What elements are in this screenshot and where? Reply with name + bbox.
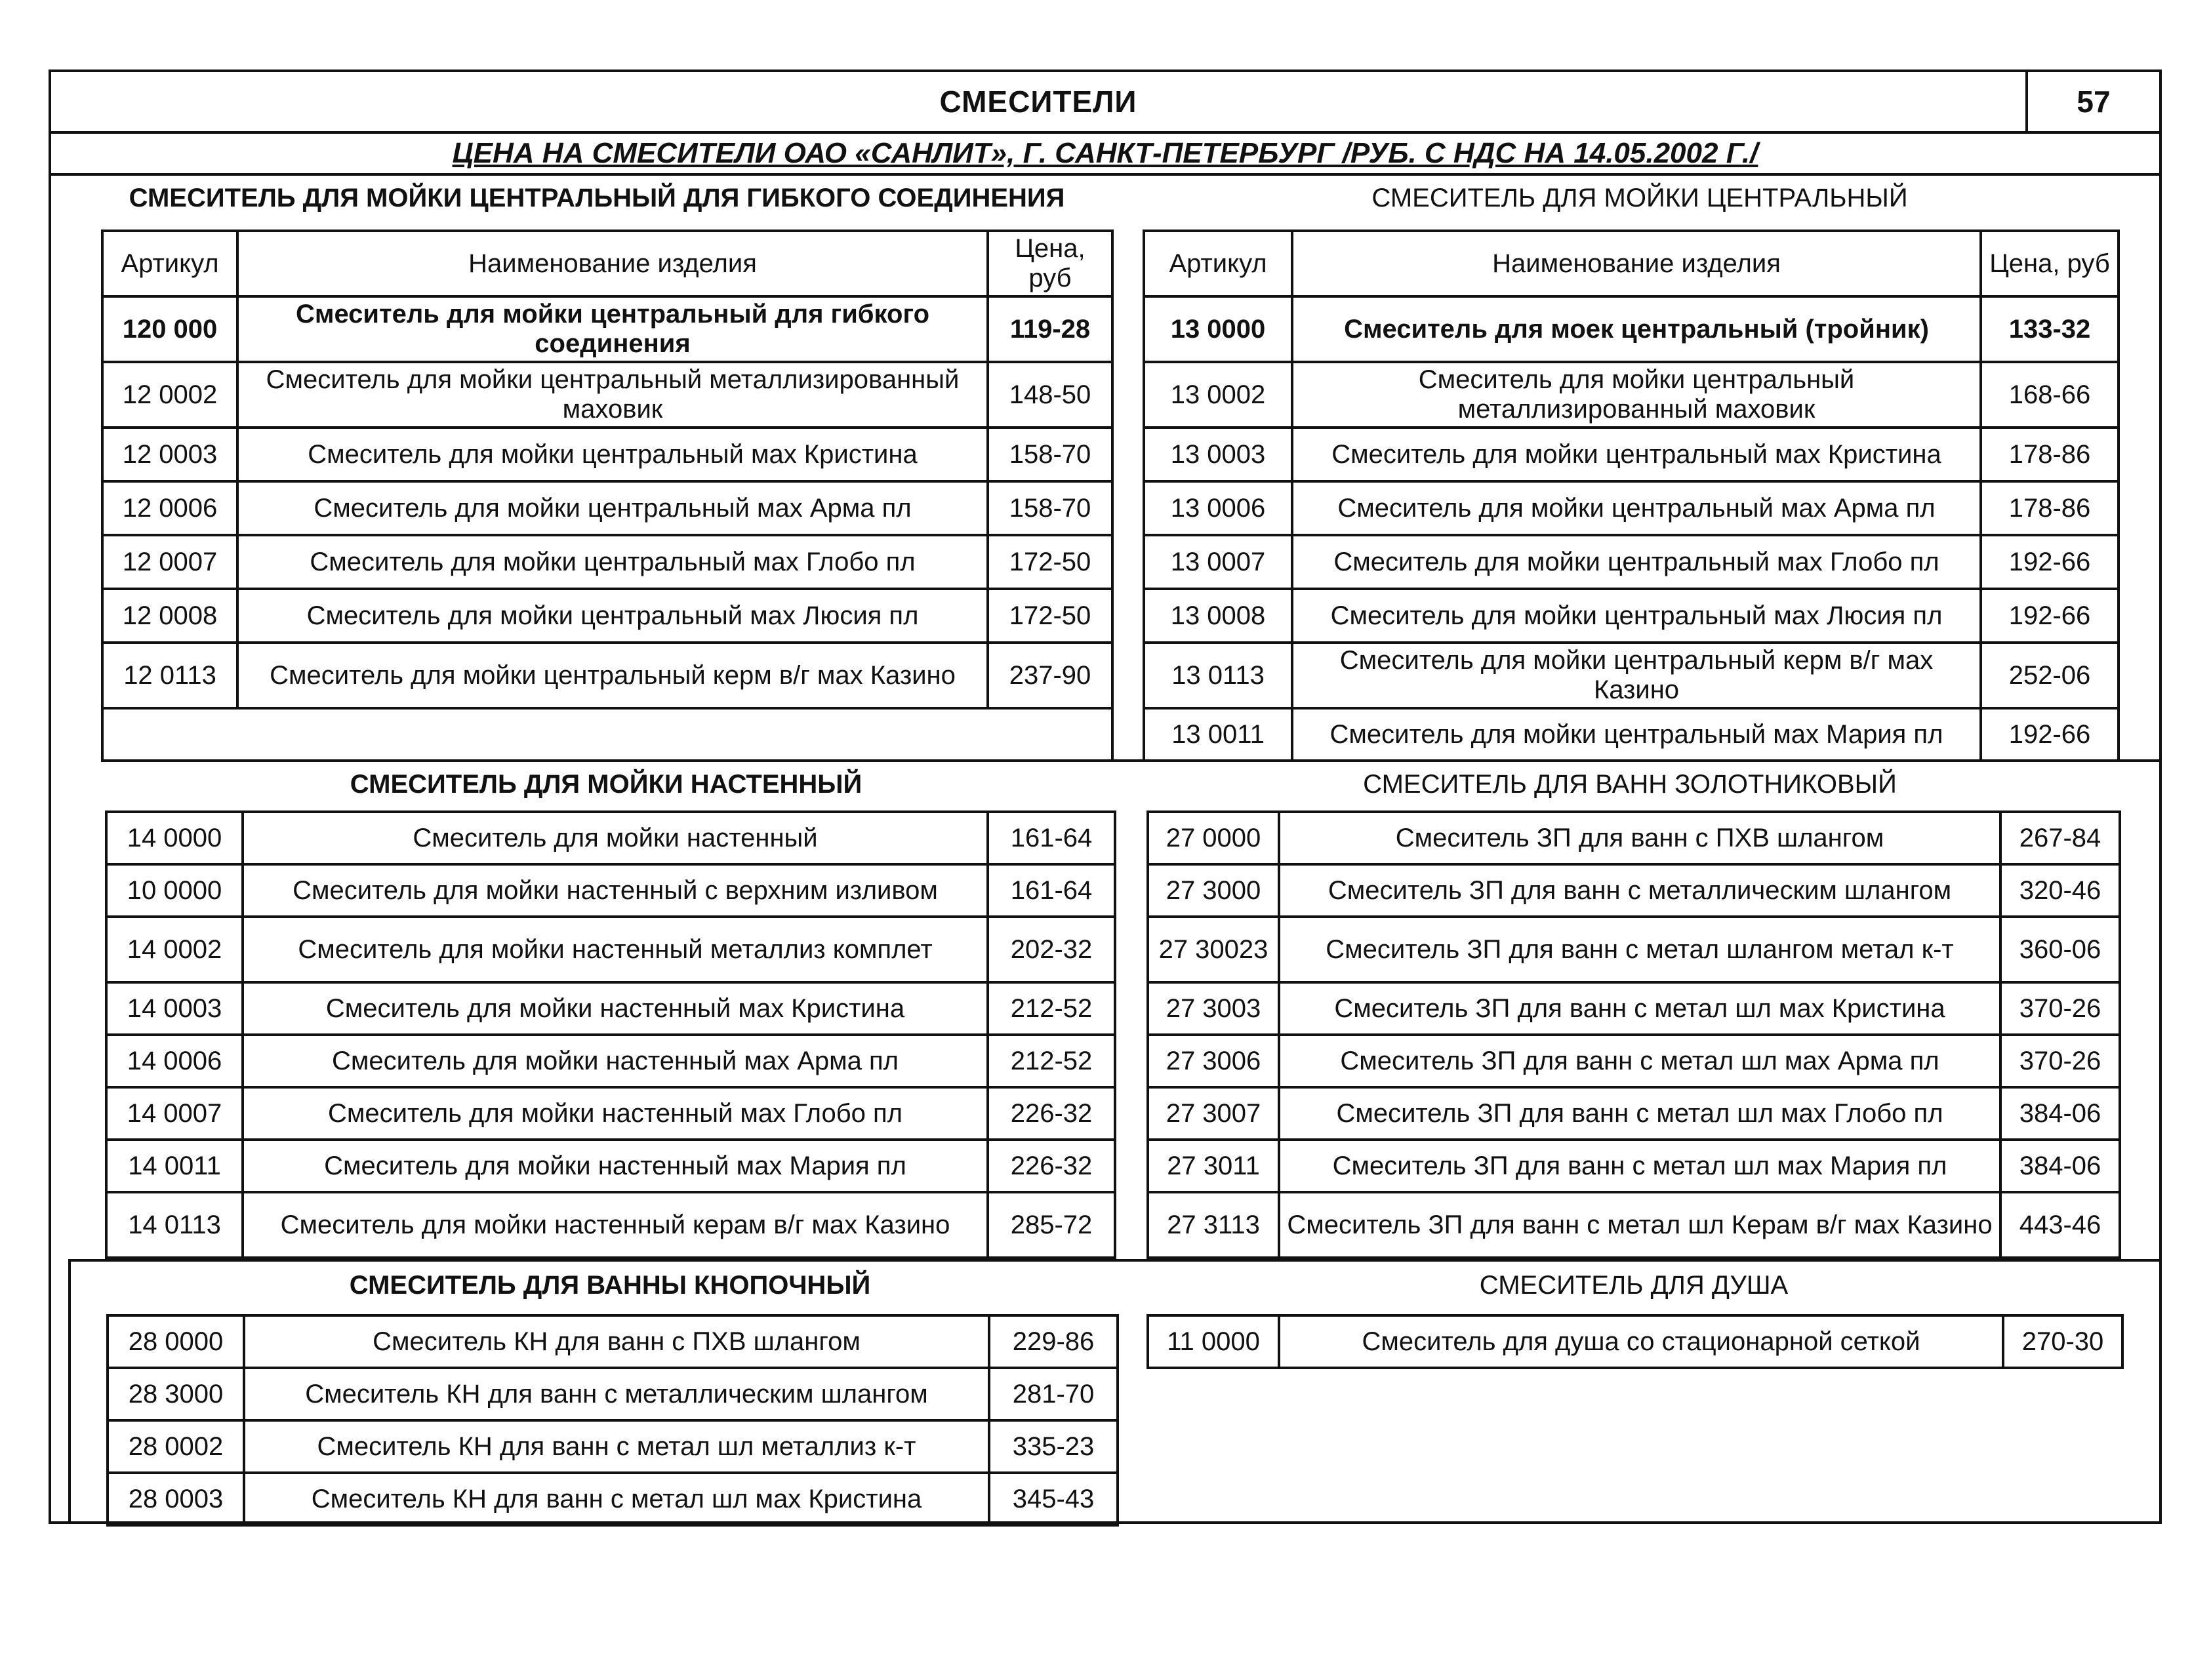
column-header-price: Цена, руб [1981, 231, 2119, 296]
cell-name: Смеситель для мойки настенный мах Арма пл [243, 1035, 988, 1087]
table-row [1148, 1315, 2122, 1368]
table-bath-spool [1146, 810, 2121, 1259]
table-row [106, 864, 1115, 917]
cell-name: Смеситель для мойки центральный мах Люсия пл [1292, 589, 1981, 643]
cell-price: 168-66 [1981, 362, 2119, 428]
table-row [1144, 362, 2119, 428]
table-row [106, 1140, 1115, 1192]
table-row [102, 362, 1112, 428]
cell-name: Смеситель для мойки центральный мах Мария пл [1292, 708, 1981, 761]
divider [101, 759, 2162, 762]
table-row [1144, 428, 2119, 481]
cell-article: 27 0000 [1148, 812, 1279, 864]
cell-name: Смеситель ЗП для ванн с метал шлангом метал к-т [1279, 917, 2000, 982]
cell-price: 158-70 [988, 481, 1112, 535]
cell-name: Смеситель для мойки центральный мах Люсия пл [237, 589, 988, 643]
cell-price: 133-32 [1981, 296, 2119, 362]
page-title: СМЕСИТЕЛИ [939, 85, 1137, 119]
cell-price: 384-06 [2000, 1140, 2120, 1192]
cell-name: Смеситель для моек центральный (тройник) [1292, 296, 1981, 362]
cell-article: 14 0003 [106, 982, 243, 1035]
cell-name: Смеситель для душа со стационарной сеткой [1279, 1315, 2003, 1368]
section-heading-sink-central: СМЕСИТЕЛЬ ДЛЯ МОЙКИ ЦЕНТРАЛЬНЫЙ [1371, 183, 1908, 212]
cell-article: 28 0003 [108, 1473, 244, 1525]
cell-name: Смеситель для мойки настенный с верхним изливом [243, 864, 988, 917]
table-row [1148, 1140, 2120, 1192]
cell-article: 28 3000 [108, 1368, 244, 1420]
cell-article: 28 0000 [108, 1315, 244, 1368]
cell-price: 270-30 [2003, 1315, 2122, 1368]
table-row [1144, 643, 2119, 708]
cell-price: 345-43 [989, 1473, 1118, 1525]
cell-article: 12 0008 [102, 589, 237, 643]
cell-price: 172-50 [988, 535, 1112, 589]
section-heading-sink-wall: СМЕСИТЕЛЬ ДЛЯ МОЙКИ НАСТЕННЫЙ [350, 769, 862, 799]
cell-price: 161-64 [988, 864, 1115, 917]
table-row [102, 643, 1112, 708]
cell-price: 237-90 [988, 643, 1112, 708]
table-row [102, 481, 1112, 535]
table-row [108, 1368, 1118, 1420]
cell-article: 13 0000 [1144, 296, 1292, 362]
cell-price: 202-32 [988, 917, 1115, 982]
column-header-name: Наименование изделия [1292, 231, 1981, 296]
cell-name: Смеситель КН для ванн с метал шл металлиз к-т [244, 1420, 989, 1473]
cell-name: Смеситель ЗП для ванн с метал шл Керам в/г мах Казино [1279, 1192, 2000, 1258]
cell-price: 192-66 [1981, 535, 2119, 589]
cell-article: 14 0006 [106, 1035, 243, 1087]
cell-article: 14 0002 [106, 917, 243, 982]
cell-article: 13 0011 [1144, 708, 1292, 761]
cell-price: 281-70 [989, 1368, 1118, 1420]
cell-name: Смеситель для мойки центральный металлизированный маховик [1292, 362, 1981, 428]
cell-price: 285-72 [988, 1192, 1115, 1258]
table-row [106, 1087, 1115, 1140]
table-row [102, 428, 1112, 481]
cell-article: 27 30023 [1148, 917, 1279, 982]
table-row [102, 535, 1112, 589]
cell-name: Смеситель ЗП для ванн с металлическим шлангом [1279, 864, 2000, 917]
section-heading-bath-button: СМЕСИТЕЛЬ ДЛЯ ВАННЫ КНОПОЧНЫЙ [349, 1270, 871, 1300]
table-row [1144, 296, 2119, 362]
cell-article: 12 0007 [102, 535, 237, 589]
table-row [106, 917, 1115, 982]
cell-price: 267-84 [2000, 812, 2120, 864]
cell-article: 12 0006 [102, 481, 237, 535]
cell-article: 27 3006 [1148, 1035, 1279, 1087]
cell-article: 27 3003 [1148, 982, 1279, 1035]
table-row [1144, 535, 2119, 589]
section-heading-sink-central-flex: СМЕСИТЕЛЬ ДЛЯ МОЙКИ ЦЕНТРАЛЬНЫЙ ДЛЯ ГИБКОГО СОЕДИНЕНИЯ [129, 183, 1065, 212]
cell-price: 252-06 [1981, 643, 2119, 708]
subtitle-row [51, 134, 2159, 176]
cell-price: 384-06 [2000, 1087, 2120, 1140]
cell-name: Смеситель для мойки центральный мах Кристина [1292, 428, 1981, 481]
cell-price: 148-50 [988, 362, 1112, 428]
cell-price: 370-26 [2000, 982, 2120, 1035]
cell-price: 360-06 [2000, 917, 2120, 982]
cell-price: 158-70 [988, 428, 1112, 481]
cell-name: Смеситель для мойки центральный мах Арма пл [237, 481, 988, 535]
table-row [108, 1315, 1118, 1368]
cell-price: 226-32 [988, 1087, 1115, 1140]
cell-price: 172-50 [988, 589, 1112, 643]
table-row [108, 1420, 1118, 1473]
cell-price: 229-86 [989, 1315, 1118, 1368]
cell-article: 27 3113 [1148, 1192, 1279, 1258]
cell-price: 192-66 [1981, 708, 2119, 761]
column-header-name: Наименование изделия [237, 231, 988, 296]
table-row [106, 982, 1115, 1035]
price-list-subtitle: ЦЕНА НА СМЕСИТЕЛИ ОАО «САНЛИТ», Г. САНКТ-ПЕТЕРБУРГ /РУБ. С НДС НА 14.05.2002 Г./ [452, 137, 1758, 169]
table-row [102, 589, 1112, 643]
cell-article: 13 0006 [1144, 481, 1292, 535]
section-heading-shower: СМЕСИТЕЛЬ ДЛЯ ДУША [1479, 1270, 1789, 1300]
cell-article: 14 0113 [106, 1192, 243, 1258]
table-row [1148, 864, 2120, 917]
cell-article: 12 0113 [102, 643, 237, 708]
table-row [106, 812, 1115, 864]
table-row [108, 1473, 1118, 1525]
table-row [1144, 481, 2119, 535]
cell-name: Смеситель для мойки настенный металлиз комплет [243, 917, 988, 982]
cell-article: 28 0002 [108, 1420, 244, 1473]
cell-name: Смеситель для мойки центральный мах Глобо пл [237, 535, 988, 589]
cell-article: 10 0000 [106, 864, 243, 917]
cell-article: 12 0003 [102, 428, 237, 481]
cell-price: 212-52 [988, 982, 1115, 1035]
cell-article: 14 0007 [106, 1087, 243, 1140]
table-bath-button [106, 1314, 1119, 1527]
title-row [51, 72, 2159, 134]
cell-name: Смеситель ЗП для ванн с ПХВ шлангом [1279, 812, 2000, 864]
cell-name: Смеситель КН для ванн с метал шл мах Кристина [244, 1473, 989, 1525]
cell-name: Смеситель для мойки настенный мах Кристина [243, 982, 988, 1035]
cell-article: 13 0007 [1144, 535, 1292, 589]
divider [68, 1259, 2162, 1262]
table-row [1144, 589, 2119, 643]
cell-name: Смеситель для мойки настенный керам в/г мах Казино [243, 1192, 988, 1258]
cell-article: 13 0113 [1144, 643, 1292, 708]
cell-name: Смеситель для мойки настенный [243, 812, 988, 864]
cell-price: 192-66 [1981, 589, 2119, 643]
page-number: 57 [2025, 72, 2159, 131]
empty-row [102, 708, 1112, 761]
table-shower [1146, 1314, 2124, 1369]
table-row [1148, 917, 2120, 982]
cell-name: Смеситель для мойки центральный мах Глобо пл [1292, 535, 1981, 589]
column-header-article: Артикул [102, 231, 237, 296]
cell-article: 13 0002 [1144, 362, 1292, 428]
table-row [106, 1035, 1115, 1087]
cell-price: 443-46 [2000, 1192, 2120, 1258]
section-heading-bath-spool: СМЕСИТЕЛЬ ДЛЯ ВАНН ЗОЛОТНИКОВЫЙ [1363, 769, 1897, 799]
cell-price: 178-86 [1981, 428, 2119, 481]
table-row [1148, 1035, 2120, 1087]
cell-price: 370-26 [2000, 1035, 2120, 1087]
cell-name: Смеситель для мойки настенный мах Мария пл [243, 1140, 988, 1192]
cell-name: Смеситель для мойки центральный керм в/г мах Казино [237, 643, 988, 708]
cell-article: 27 3007 [1148, 1087, 1279, 1140]
cell-article: 14 0011 [106, 1140, 243, 1192]
table-sink-central [1143, 230, 2120, 762]
cell-article: 11 0000 [1148, 1315, 1279, 1368]
cell-price: 119-28 [988, 296, 1112, 362]
cell-name: Смеситель для мойки настенный мах Глобо пл [243, 1087, 988, 1140]
cell-price: 178-86 [1981, 481, 2119, 535]
cell-article: 27 3000 [1148, 864, 1279, 917]
cell-price: 226-32 [988, 1140, 1115, 1192]
cell-price: 161-64 [988, 812, 1115, 864]
column-header-article: Артикул [1144, 231, 1292, 296]
cell-article: 14 0000 [106, 812, 243, 864]
cell-name: Смеситель ЗП для ванн с метал шл мах Кристина [1279, 982, 2000, 1035]
table-row [102, 296, 1112, 362]
cell-name: Смеситель для мойки центральный мах Кристина [237, 428, 988, 481]
cell-article: 27 3011 [1148, 1140, 1279, 1192]
cell-price: 320-46 [2000, 864, 2120, 917]
table-sink-wall [105, 810, 1116, 1259]
cell-name: Смеситель КН для ванн с ПХВ шлангом [244, 1315, 989, 1368]
table-row [1148, 1087, 2120, 1140]
column-header-price: Цена, руб [988, 231, 1112, 296]
cell-article: 120 000 [102, 296, 237, 362]
cell-article: 13 0008 [1144, 589, 1292, 643]
cell-price: 335-23 [989, 1420, 1118, 1473]
cell-name: Смеситель ЗП для ванн с метал шл мах Арма пл [1279, 1035, 2000, 1087]
cell-name: Смеситель КН для ванн с металлическим шлангом [244, 1368, 989, 1420]
cell-name: Смеситель для мойки центральный для гибкого соединения [237, 296, 988, 362]
table-row [1148, 812, 2120, 864]
cell-article: 12 0002 [102, 362, 237, 428]
table-sink-central-flex [101, 230, 1114, 762]
cell-name: Смеситель ЗП для ванн с метал шл мах Глобо пл [1279, 1087, 2000, 1140]
table-row [1144, 708, 2119, 761]
cell-name: Смеситель для мойки центральный мах Арма пл [1292, 481, 1981, 535]
cell-name: Смеситель ЗП для ванн с метал шл мах Мария пл [1279, 1140, 2000, 1192]
divider [68, 1259, 71, 1524]
table-row [1148, 1192, 2120, 1258]
table-row [106, 1192, 1115, 1258]
cell-name: Смеситель для мойки центральный керм в/г мах Казино [1292, 643, 1981, 708]
cell-price: 212-52 [988, 1035, 1115, 1087]
cell-name: Смеситель для мойки центральный металлизированный маховик [237, 362, 988, 428]
cell-article: 13 0003 [1144, 428, 1292, 481]
table-row [1148, 982, 2120, 1035]
